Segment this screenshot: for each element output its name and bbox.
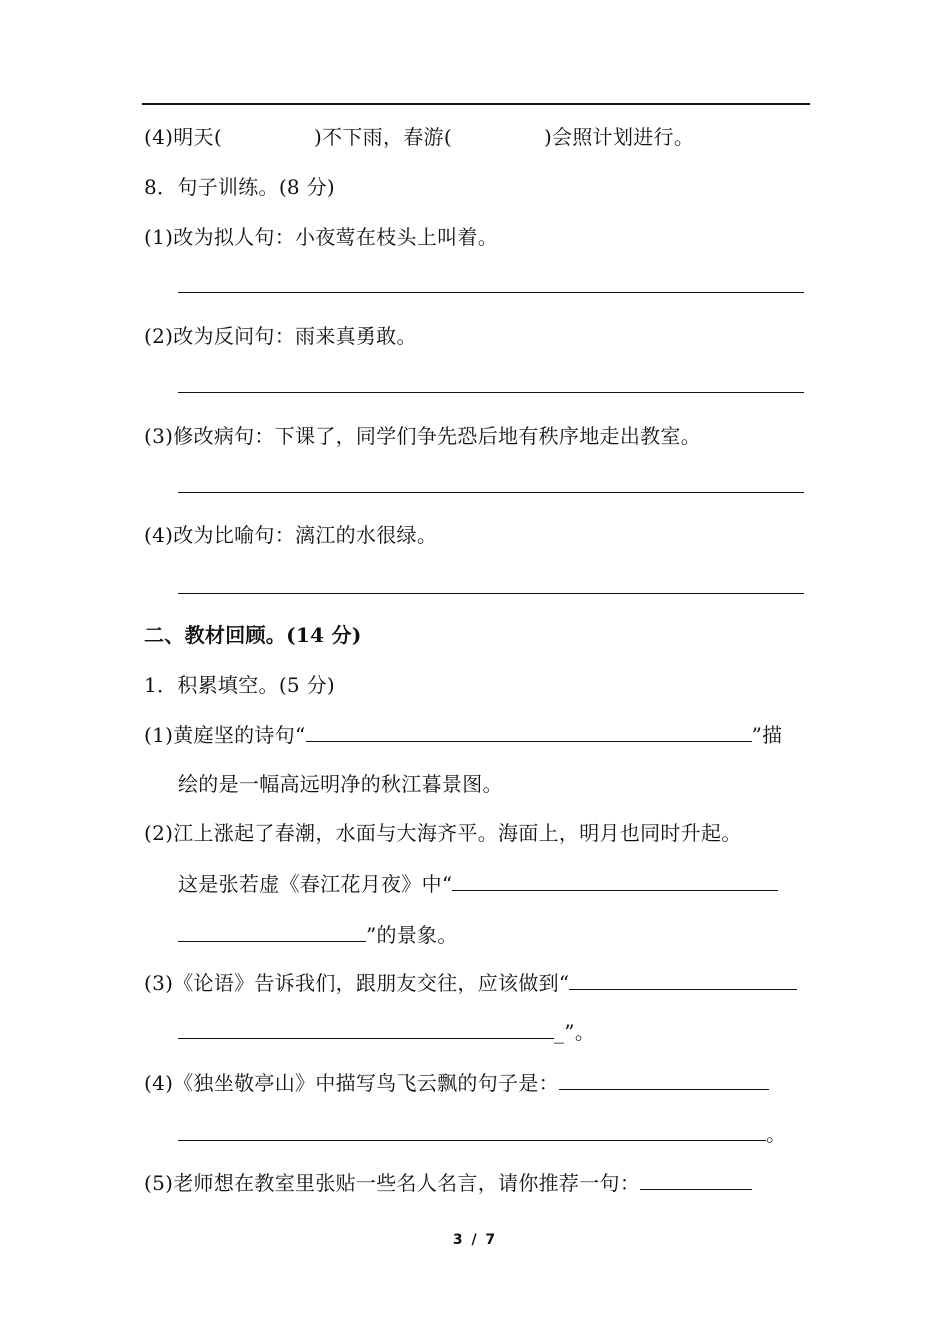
s2-text-c: ”的景象。 bbox=[366, 923, 458, 947]
blank[interactable] bbox=[222, 126, 314, 144]
blank[interactable] bbox=[178, 1020, 554, 1039]
s2-line-1: (2)江上涨起了春潮，水面与大海齐平。海面上，明月也同时升起。 bbox=[144, 821, 742, 845]
blank[interactable] bbox=[640, 1171, 752, 1190]
s3-line-1 bbox=[144, 970, 797, 996]
blank[interactable] bbox=[452, 126, 544, 144]
page-number: 3 / 7 bbox=[452, 1232, 498, 1248]
q8-title: 8．句子训练。(8 分) bbox=[144, 175, 336, 199]
section-2-title: 二、教材回顾。(14 分) bbox=[144, 623, 362, 647]
q7-4-text-a: (4)明天( bbox=[144, 125, 222, 149]
s3-text-b: _”。 bbox=[554, 1020, 596, 1044]
s1-text-b: ”描 bbox=[751, 723, 783, 747]
q8-item-3: (3)修改病句：下课了，同学们争先恐后地有秩序地走出教室。 bbox=[144, 424, 702, 448]
answer-line-3[interactable] bbox=[178, 492, 804, 493]
s2-line-3 bbox=[178, 922, 458, 948]
blank[interactable] bbox=[678, 872, 778, 891]
s4-line-2 bbox=[178, 1121, 786, 1147]
blank[interactable] bbox=[452, 872, 678, 891]
s3-text-a: (3)《论语》告诉我们，跟朋友交往，应该做到“ bbox=[144, 971, 570, 995]
q8-item-4: (4)改为比喻句：漓江的水很绿。 bbox=[144, 523, 438, 547]
q1-title: 1．积累填空。(5 分) bbox=[144, 673, 336, 697]
s5-text-a: (5)老师想在教室里张贴一些名人名言，请你推荐一句： bbox=[144, 1171, 641, 1195]
blank[interactable] bbox=[306, 723, 752, 742]
s2-line-2 bbox=[178, 871, 778, 897]
s2-text-b: 这是张若虚《春江花月夜》中“ bbox=[178, 872, 453, 896]
blank[interactable] bbox=[569, 971, 797, 990]
s1-line-2: 绘的是一幅高远明净的秋江暮景图。 bbox=[178, 772, 503, 796]
q7-4-text-b: )不下雨，春游( bbox=[313, 125, 452, 149]
blank[interactable] bbox=[178, 1122, 766, 1141]
q7-4-text-c: )会照计划进行。 bbox=[543, 125, 695, 149]
answer-line-4[interactable] bbox=[178, 593, 804, 594]
blank[interactable] bbox=[178, 923, 366, 942]
s4-text-a: (4)《独坐敬亭山》中描写鸟飞云飘的句子是： bbox=[144, 1071, 559, 1095]
s4-line-1 bbox=[144, 1070, 769, 1096]
q8-item-2: (2)改为反问句：雨来真勇敢。 bbox=[144, 324, 417, 348]
q7-item-4 bbox=[144, 124, 694, 150]
s4-text-b: 。 bbox=[766, 1122, 787, 1146]
q8-item-1: (1)改为拟人句：小夜莺在枝头上叫着。 bbox=[144, 225, 499, 249]
s1-line-1 bbox=[144, 722, 782, 748]
header-rule bbox=[142, 103, 810, 105]
answer-line-1[interactable] bbox=[178, 292, 804, 293]
s1-text-a: (1)黄庭坚的诗句“ bbox=[144, 723, 306, 747]
blank[interactable] bbox=[559, 1071, 769, 1090]
s5-line-1 bbox=[144, 1170, 752, 1196]
s3-line-2 bbox=[178, 1019, 595, 1045]
answer-line-2[interactable] bbox=[178, 392, 804, 393]
